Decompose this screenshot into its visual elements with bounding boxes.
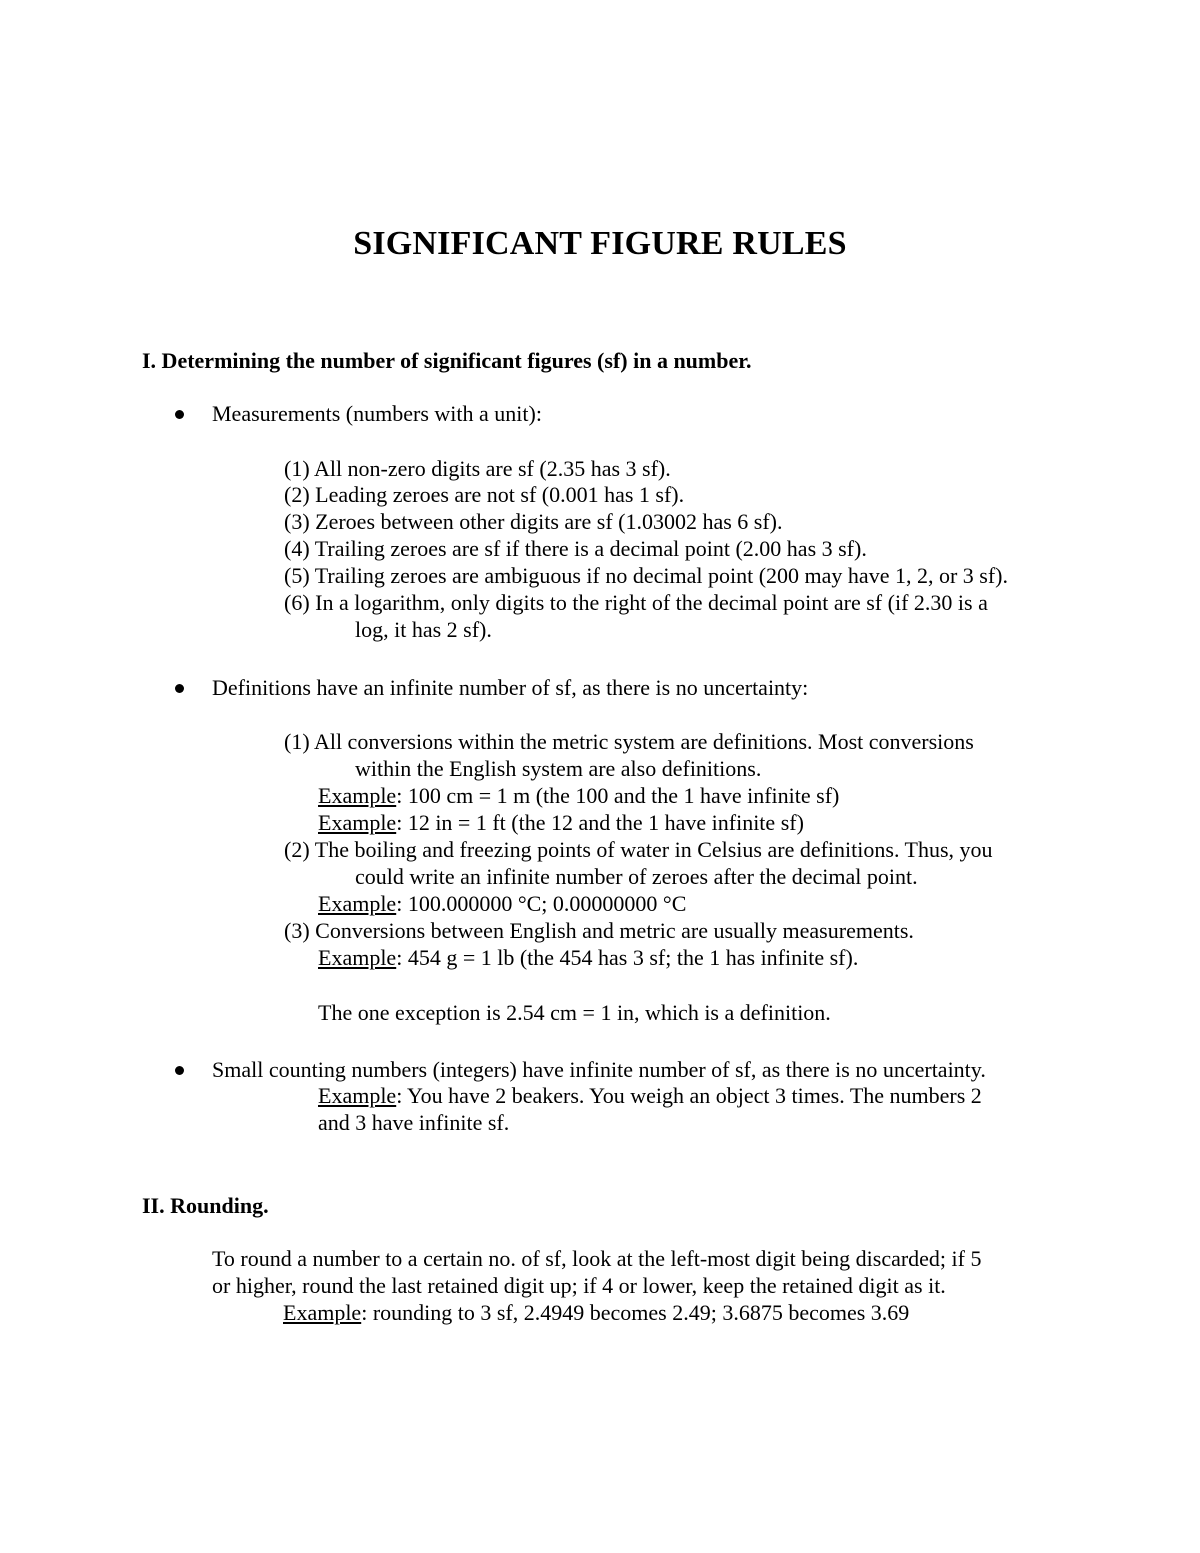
definitions-label: Definitions have an infinite number of sf, as there is no uncertainty:	[212, 675, 809, 700]
example-label: Example	[318, 810, 397, 835]
example-text: : You have 2 beakers. You weigh an object 3 times. The numbers 2	[396, 1083, 982, 1108]
example-label: Example	[283, 1300, 362, 1325]
bullet-icon	[175, 684, 184, 693]
counting-label: Small counting numbers (integers) have infinite number of sf, as there is no uncertainty.	[212, 1057, 986, 1082]
example-text: : 454 g = 1 lb (the 454 has 3 sf; the 1 has infinite sf).	[396, 945, 859, 970]
rule-item: (4) Trailing zeroes are sf if there is a decimal point (2.00 has 3 sf).	[284, 536, 867, 561]
definition-item: (3) Conversions between English and metric are usually measurements.	[284, 918, 914, 943]
bullet-icon	[175, 1066, 184, 1075]
example-label: Example	[318, 783, 397, 808]
rule-item: (3) Zeroes between other digits are sf (1.03002 has 6 sf).	[284, 509, 783, 534]
rounding-text: or higher, round the last retained digit up; if 4 or lower, keep the retained digit as it.	[212, 1273, 946, 1298]
exception-note: The one exception is 2.54 cm = 1 in, which is a definition.	[318, 1000, 831, 1025]
example-text: : 100 cm = 1 m (the 100 and the 1 have infinite sf)	[396, 783, 840, 808]
example-line	[318, 945, 858, 971]
page-title: SIGNIFICANT FIGURE RULES	[353, 225, 847, 262]
rounding-text: To round a number to a certain no. of sf, look at the left-most digit being discarded; if 5	[212, 1246, 982, 1271]
definition-item-continuation: within the English system are also definitions.	[355, 756, 762, 781]
section-heading-rounding: II. Rounding.	[142, 1193, 269, 1218]
example-line	[318, 1083, 982, 1109]
example-continuation: and 3 have infinite sf.	[318, 1110, 510, 1135]
example-label: Example	[318, 945, 397, 970]
example-line	[318, 891, 686, 917]
rule-item: (2) Leading zeroes are not sf (0.001 has 1 sf).	[284, 482, 685, 507]
measurements-label: Measurements (numbers with a unit):	[212, 401, 542, 426]
example-text: : 12 in = 1 ft (the 12 and the 1 have infinite sf)	[396, 810, 804, 835]
bullet-icon	[175, 410, 184, 419]
example-line	[318, 810, 804, 836]
definition-item-continuation: could write an infinite number of zeroes after the decimal point.	[355, 864, 918, 889]
rule-item-continuation: log, it has 2 sf).	[355, 617, 492, 642]
example-text: : rounding to 3 sf, 2.4949 becomes 2.49; 3.6875 becomes 3.69	[361, 1300, 910, 1325]
section-heading-determining: I. Determining the number of significant figures (sf) in a number.	[142, 348, 752, 373]
rule-item: (1) All non-zero digits are sf (2.35 has 3 sf).	[284, 456, 671, 481]
rule-item: (6) In a logarithm, only digits to the right of the decimal point are sf (if 2.30 is a	[284, 590, 988, 615]
rule-item: (5) Trailing zeroes are ambiguous if no decimal point (200 may have 1, 2, or 3 sf).	[284, 563, 1009, 588]
example-label: Example	[318, 891, 397, 916]
definition-item: (2) The boiling and freezing points of water in Celsius are definitions. Thus, you	[284, 837, 993, 862]
example-line	[318, 783, 839, 809]
definition-item: (1) All conversions within the metric system are definitions. Most conversions	[284, 729, 974, 754]
example-line	[283, 1300, 909, 1326]
example-label: Example	[318, 1083, 397, 1108]
example-text: : 100.000000 °C; 0.00000000 °C	[396, 891, 687, 916]
